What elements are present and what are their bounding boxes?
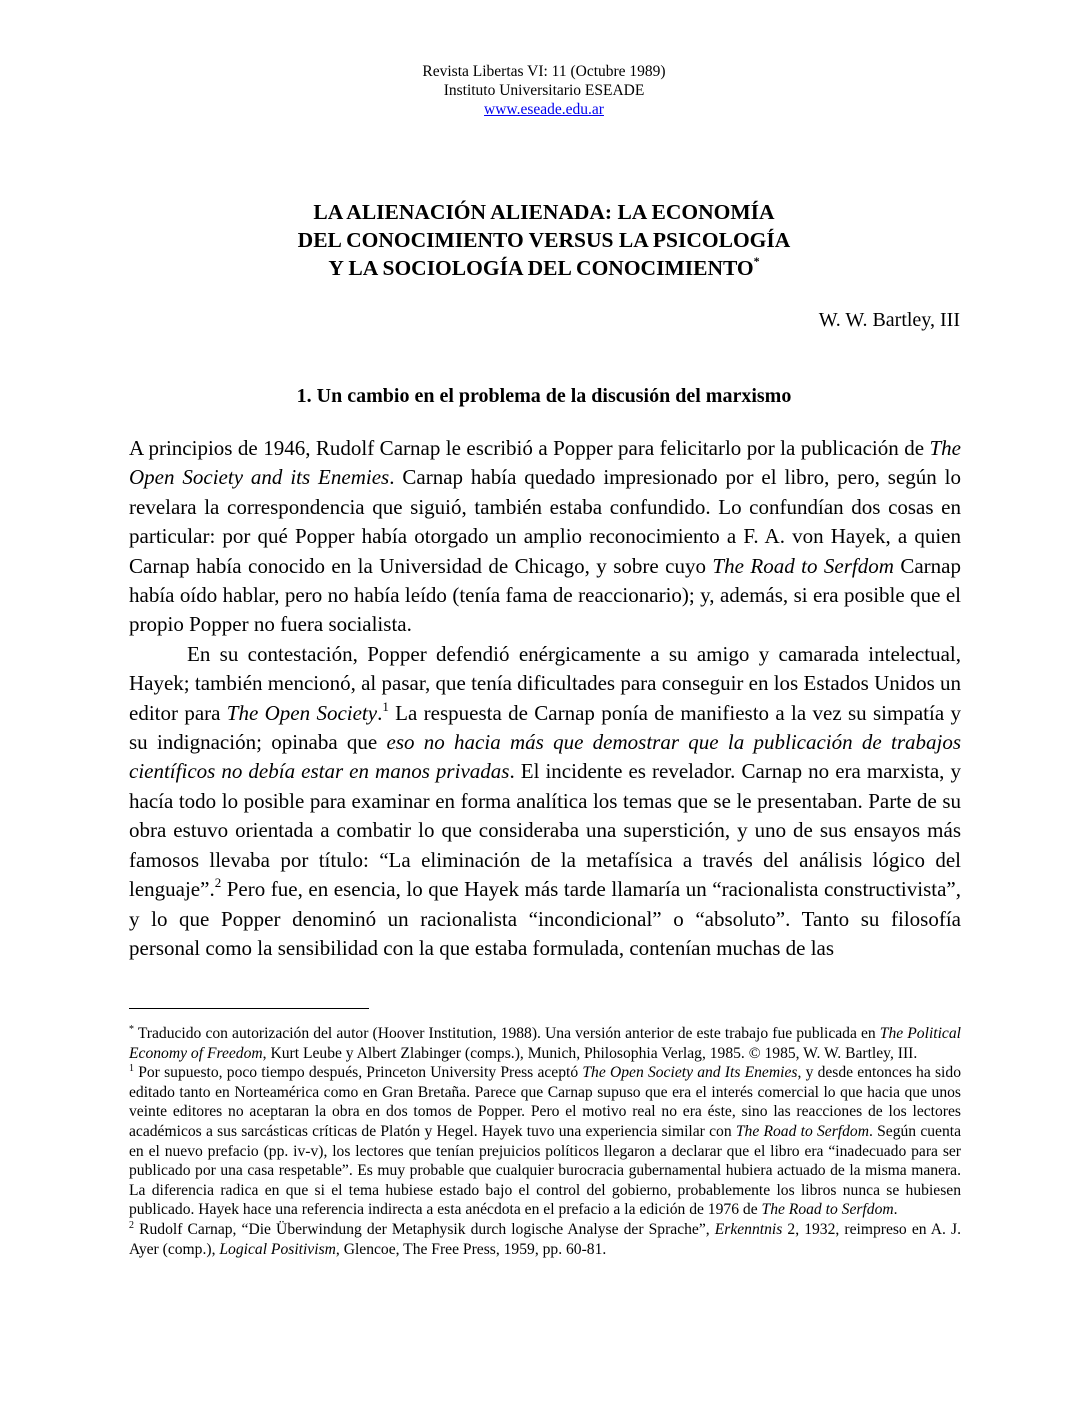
paragraph-2	[129, 640, 961, 963]
text-run: Rudolf Carnap, “Die Überwindung der Metaphysik durch logische Analyse der Sprache”,	[134, 1220, 715, 1238]
section-heading: 1. Un cambio en el problema de la discusión del marxismo	[296, 385, 792, 407]
text-run: En su contestación, Popper defendió enérgicamente a su amigo y camarada intelectual, Hayek; también mencionó, al pasar, que tenía dificultades para conseguir en los Estados Unidos un editor para	[129, 641, 961, 725]
text-run: Por supuesto, poco tiempo después, Princeton University Press aceptó	[134, 1064, 583, 1082]
text-run: . El incidente es revelador. Carnap no era marxista, y hacía todo lo posible para examinar en forma analítica los temas que se le presentaban. Parte de su obra estuvo orientada a combatir lo que consideraba una superstición, y uno de sus ensayos más famosos llevaba por título: “La eliminación de la metafísica a través del análisis lógico del lenguaje”.	[129, 759, 961, 902]
journal-header	[0, 62, 1088, 119]
title-line-3: Y LA SOCIOLOGÍA DEL CONOCIMIENTO	[328, 256, 754, 280]
title-line-1: LA ALIENACIÓN ALIENADA: LA ECONOMÍA	[313, 200, 775, 224]
author-name: W. W. Bartley, III	[818, 309, 960, 331]
book-title: The Political Economy of Freedom	[129, 1025, 961, 1062]
footnote-2	[129, 1220, 961, 1259]
footnote-marker: 1	[129, 1063, 134, 1075]
footnote-marker: *	[129, 1024, 134, 1035]
footnote-marker: 2	[129, 1219, 134, 1231]
text-run: , y desde entonces ha sido editado tanto en Norteamérica como en Gran Bretaña. Parece que Carnap supuso que era el interés comercial lo que hacia que unos veinte editores no aceptaran la obra en dos tomos de Popper. Pero el motivo real no era éste, sino las reacciones de los lectores académicos a sus sarcásticas críticas de Platón y Hegel. Hayek tuvo una experiencia similar con	[129, 1064, 961, 1140]
website-link[interactable]: www.eseade.edu.ar	[484, 101, 604, 118]
text-run: . Según cuenta en el nuevo prefacio (pp. iv-v), los lectores que tenían prejuicios políticos llegaron a declarar que el libro era “inadecuado para ser publicado por una casa respetable”. Es muy probable que cualquier burocracia gubernamental hubiera actuado de la misma manera. La diferencia radica en que si el tema hubiese estado bajo el control del gobierno, probablemente los libros nunca se hubiesen publicado. Hayek hace una referencia indirecta a esta anécdota en el prefacio a la edición de 1976 de	[129, 1122, 962, 1219]
emphasized-quote: eso no hacia más que demostrar que la publicación de trabajos científicos no debía estar en manos privadas	[129, 730, 962, 784]
text-run: . Carnap había quedado impresionado por el libro, pero, según lo revelara la correspondencia que siguió, también estaba confundido. Lo confundían dos cosas en particular: por qué Popper había otorgado un amplio reconocimiento a F. A. von Hayek, a quien Carnap había conocido en la Universidad de Chicago, y sobre cuyo	[129, 465, 961, 578]
title-line-2: DEL CONOCIMIENTO VERSUS LA PSICOLOGÍA	[297, 228, 791, 252]
article-body	[129, 434, 961, 963]
footnote-divider	[129, 1008, 369, 1009]
text-run: 2, 1932, reimpreso en A. J. Ayer (comp.),	[129, 1220, 961, 1258]
book-title: The Open Society and Its Enemies	[582, 1064, 798, 1082]
footnote-star	[129, 1024, 961, 1063]
book-title: The Road to Serfdom	[712, 553, 894, 578]
book-title: The Open Society and its Enemies	[129, 436, 961, 490]
paragraph-1	[129, 434, 961, 640]
footnote-ref-2[interactable]: 2	[214, 875, 222, 891]
text-run: La respuesta de Carnap ponía de manifiesto a la vez su simpatía y su indignación; opinaba que	[129, 700, 962, 755]
text-run: , Glencoe, The Free Press, 1959, pp. 60-81.	[335, 1240, 607, 1258]
footnote-1	[129, 1063, 961, 1220]
book-title: The Road to Serfdom	[761, 1201, 894, 1219]
footnotes	[129, 1024, 961, 1259]
text-run: Traducido con autorización del autor (Hoover Institution, 1988). Una versión anterior de este trabajo fue publicada en	[134, 1025, 880, 1042]
text-run: Carnap había oído hablar, pero no había leído (tenía fama de reaccionario); y, además, si era posible que el propio Popper no fuera socialista.	[129, 553, 961, 637]
footnote-ref-1[interactable]: 1	[382, 698, 389, 714]
book-title: The Road to Serfdom	[735, 1122, 869, 1140]
journal-citation: Revista Libertas VI: 11 (Octubre 1989)	[422, 63, 666, 80]
institute-name: Instituto Universitario ESEADE	[443, 82, 645, 99]
book-title: Logical Positivism	[219, 1240, 336, 1258]
book-title: The Open Society	[226, 700, 378, 725]
article-title	[0, 198, 1088, 282]
text-run: A principios de 1946, Rudolf Carnap le escribió a Popper para felicitarlo por la publicación de	[129, 436, 930, 460]
text-run: .	[893, 1201, 898, 1219]
text-run: Pero fue, en esencia, lo que Hayek más tarde llamaría un “racionalista constructivista”, y lo que Popper denominó un racionalista “incondicional” o “absoluto”. Tanto su filosofía personal como la sensibilidad con la que estaba formulada, contenían muchas de las	[129, 877, 961, 960]
journal-title: Erkenntnis	[714, 1220, 783, 1238]
text-run: , Kurt Leube y Albert Zlabinger (comps.), Munich, Philosophia Verlag, 1985. © 1985, W. W. Bartley, III.	[262, 1044, 918, 1062]
title-footnote-marker[interactable]: *	[753, 254, 760, 268]
text-run: .	[377, 700, 383, 725]
